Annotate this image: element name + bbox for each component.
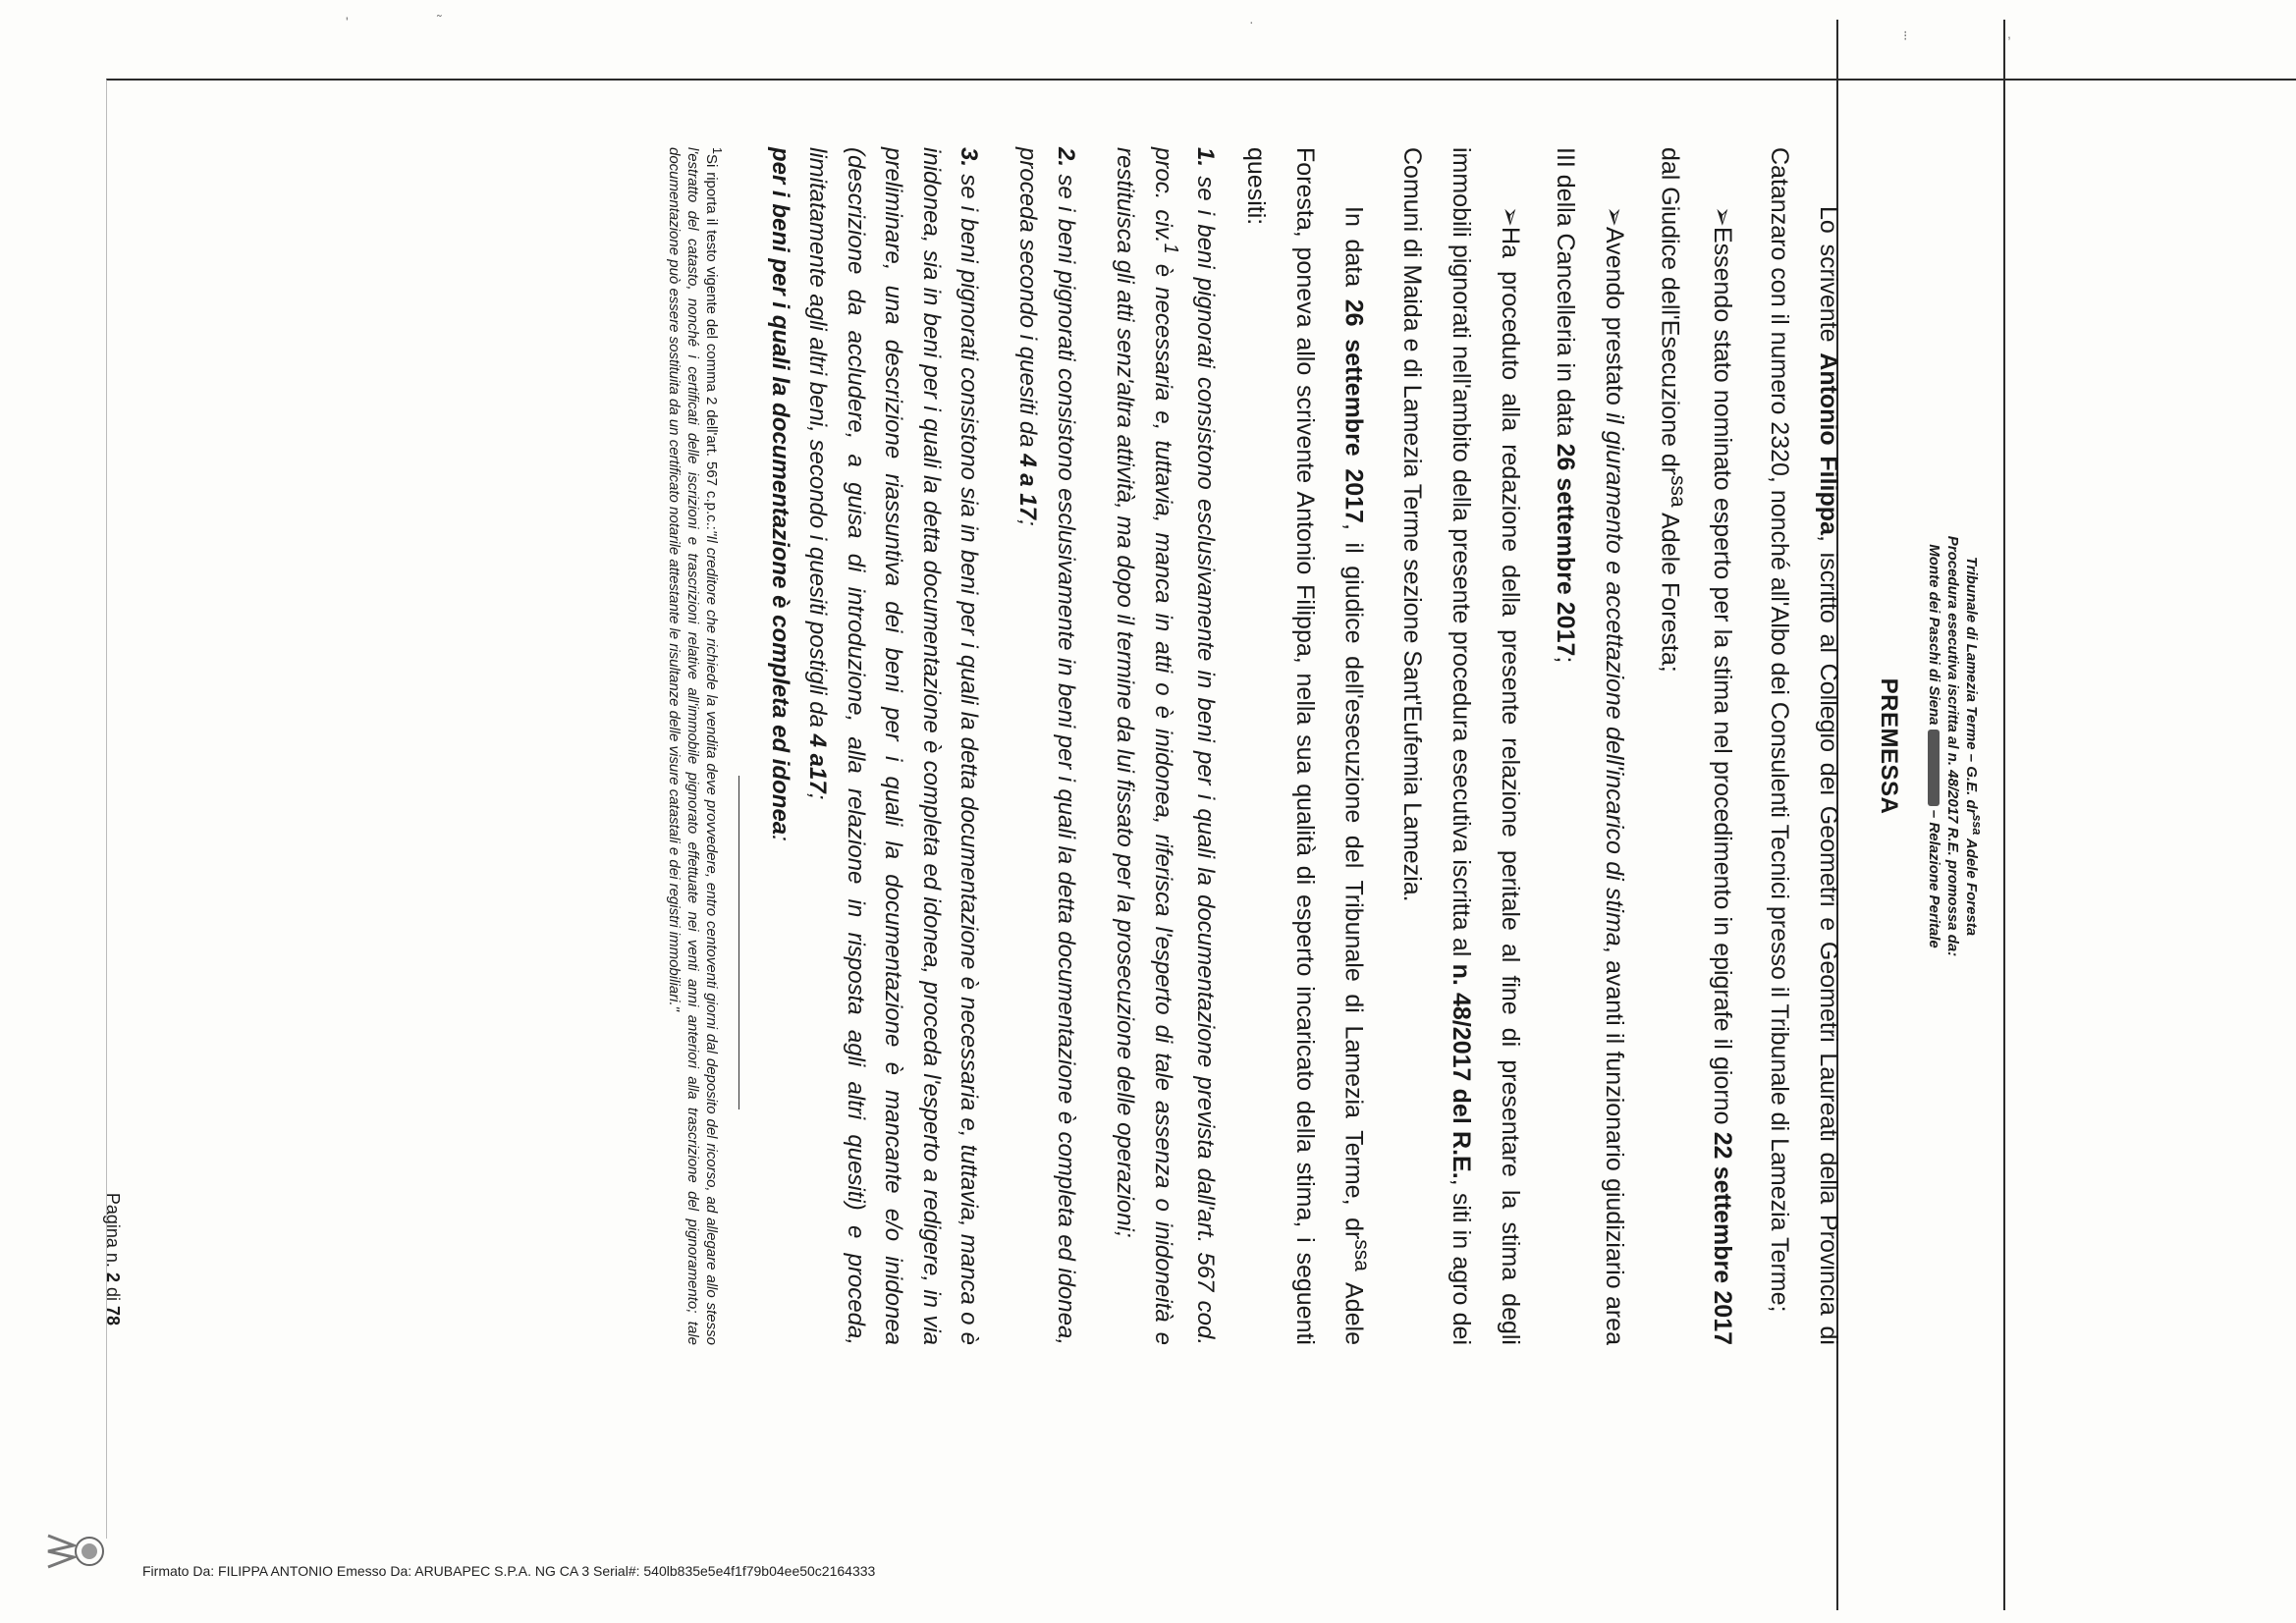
- document-body: [664, 108, 1852, 1384]
- bullet-report: ➢Ha proceduto alla redazione della presente relazione peritale al fine di presentare la stima degli immobili pignorati nell'ambito della presente procedura esecutiva iscritta al n. 48/2017 del R.E., siti in agro dei Comuni di Maida e di Lamezia Terme sezione Sant'Eufemia Lamezia.: [1398, 147, 1525, 1346]
- scan-speck-1: ': [346, 14, 349, 29]
- page-title: PREMESSA: [1875, 677, 1902, 815]
- page-number: Pagina n. 2 di 78: [102, 1192, 123, 1325]
- scan-speck-5: ,: [2007, 26, 2011, 41]
- bullet-nomination: ➢Essendo stato nominato esperto per la stima nel procedimento in epigrafe il giorno 22 settembre 2017 dal Giudice dell'Esecuzione $dr^{ssa}$ Adele Foresta;: [1656, 147, 1736, 1345]
- quesito-2: 2. se i beni pignorati consistono esclusivamente in beni per i quali la detta documentazione è completa ed idonea, proceda secondo i quesiti da 4 a 17;: [1014, 147, 1079, 1345]
- header-line-3: Monte dei Paschi di Siena – Relazione Peritale: [1926, 544, 1943, 948]
- scan-speck-2: ˜: [437, 12, 442, 27]
- quesito-3: 3. se i beni pignorati consistono sia in beni per i quali la detta documentazione è necessaria e, tuttavia, manca o è inidonea, sia in beni per i quali la detta documentazione è completa ed idonea, proceda l'esperto a redigere, in via preliminare, una descrizione riassuntiva dei beni per i quali la documentazione è mancante e/o inidonea (descrizione da accludere, a guisa di introduzione, alla relazione in risposta agli altri quesiti) e proceda, limitatamente agli altri beni, secondo i quesiti postigli da 4 a17; per i beni per i quali la documentazione è completa ed idonea:: [767, 147, 982, 1345]
- scan-speck-4: ⁝: [1903, 27, 1908, 43]
- digital-signature-seal-icon: [44, 1522, 113, 1581]
- intro-paragraph: Lo scrivente Antonio Filippa, iscritto al Collegio dei Geometri e Geometri Laureati della Provincia di Catanzaro con il numero 2320, nonché all'Albo dei Consulenti Tecnici presso il Tribunale di Lamezia Terme;: [1765, 147, 1842, 1345]
- footnote-rule: [738, 776, 739, 1109]
- redaction-mark: [1928, 730, 1940, 806]
- bullet-oath: ➢Avendo prestato il giuramento e accettazione dell'incarico di stima, avanti il funzionario giudiziario area III della Cancelleria in data 26 settembre 2017;: [1552, 147, 1629, 1345]
- rotated-document-page: [29, 108, 2033, 1384]
- header-line-2: Procedura esecutiva iscritta al n. 48/2017 R.E. promossa da:: [1944, 535, 1962, 957]
- mandate-paragraph: In data 26 settembre 2017, il giudice dell'esecuzione del Tribunale di Lamezia Terme, $dr^{ssa}$ Adele Foresta, poneva allo scrivente Antonio Filippa, nella sua qualità di esperto incaricato della stima, i seguenti quesiti:: [1241, 147, 1374, 1346]
- footnote: $^1$Si riporta il testo vigente del comma 2 dell'art. 567 c.p.c.:"Il creditore che richiede la vendita deve provvedere, entro centoventi giorni dal deposito del ricorso, ad allegare allo stesso l'estratto del catasto, nonché i certificati delle iscrizioni e trascrizioni relative all'immobile pignorato effettuate nei venti anni anteriori alla trascrizione del pignoramento; tale documentazione può essere sostituita da un certificato notarile attestante le risultanze delle visure catastali e dei registri immobiliari.": [666, 147, 724, 1345]
- digital-signature-line: Firmato Da: FILIPPA ANTONIO Emesso Da: ARUBAPEC S.P.A. NG CA 3 Serial#: 540lb835e5e4f1f79b04ee50c2164333: [142, 1563, 876, 1579]
- scan-speck-3: ·: [1249, 14, 1254, 29]
- quesito-1: 1. se i beni pignorati consistono esclusivamente in beni per i quali la documentazione prevista dall'art. 567 cod. proc. civ.$^1$ è necessaria e, tuttavia, manca in atti o è inidonea, riferisca l'esperto di tale assenza o inidoneità e restituisca gli atti senz'altra attività, ma dopo il termine da lui fissato per la prosecuzione delle operazioni;: [1112, 147, 1219, 1345]
- header-line-1: Tribunale di Lamezia Terme – G.E. $dr^{ssa}$ Adele Foresta: [1963, 556, 1984, 937]
- page-header: [1925, 108, 1984, 1384]
